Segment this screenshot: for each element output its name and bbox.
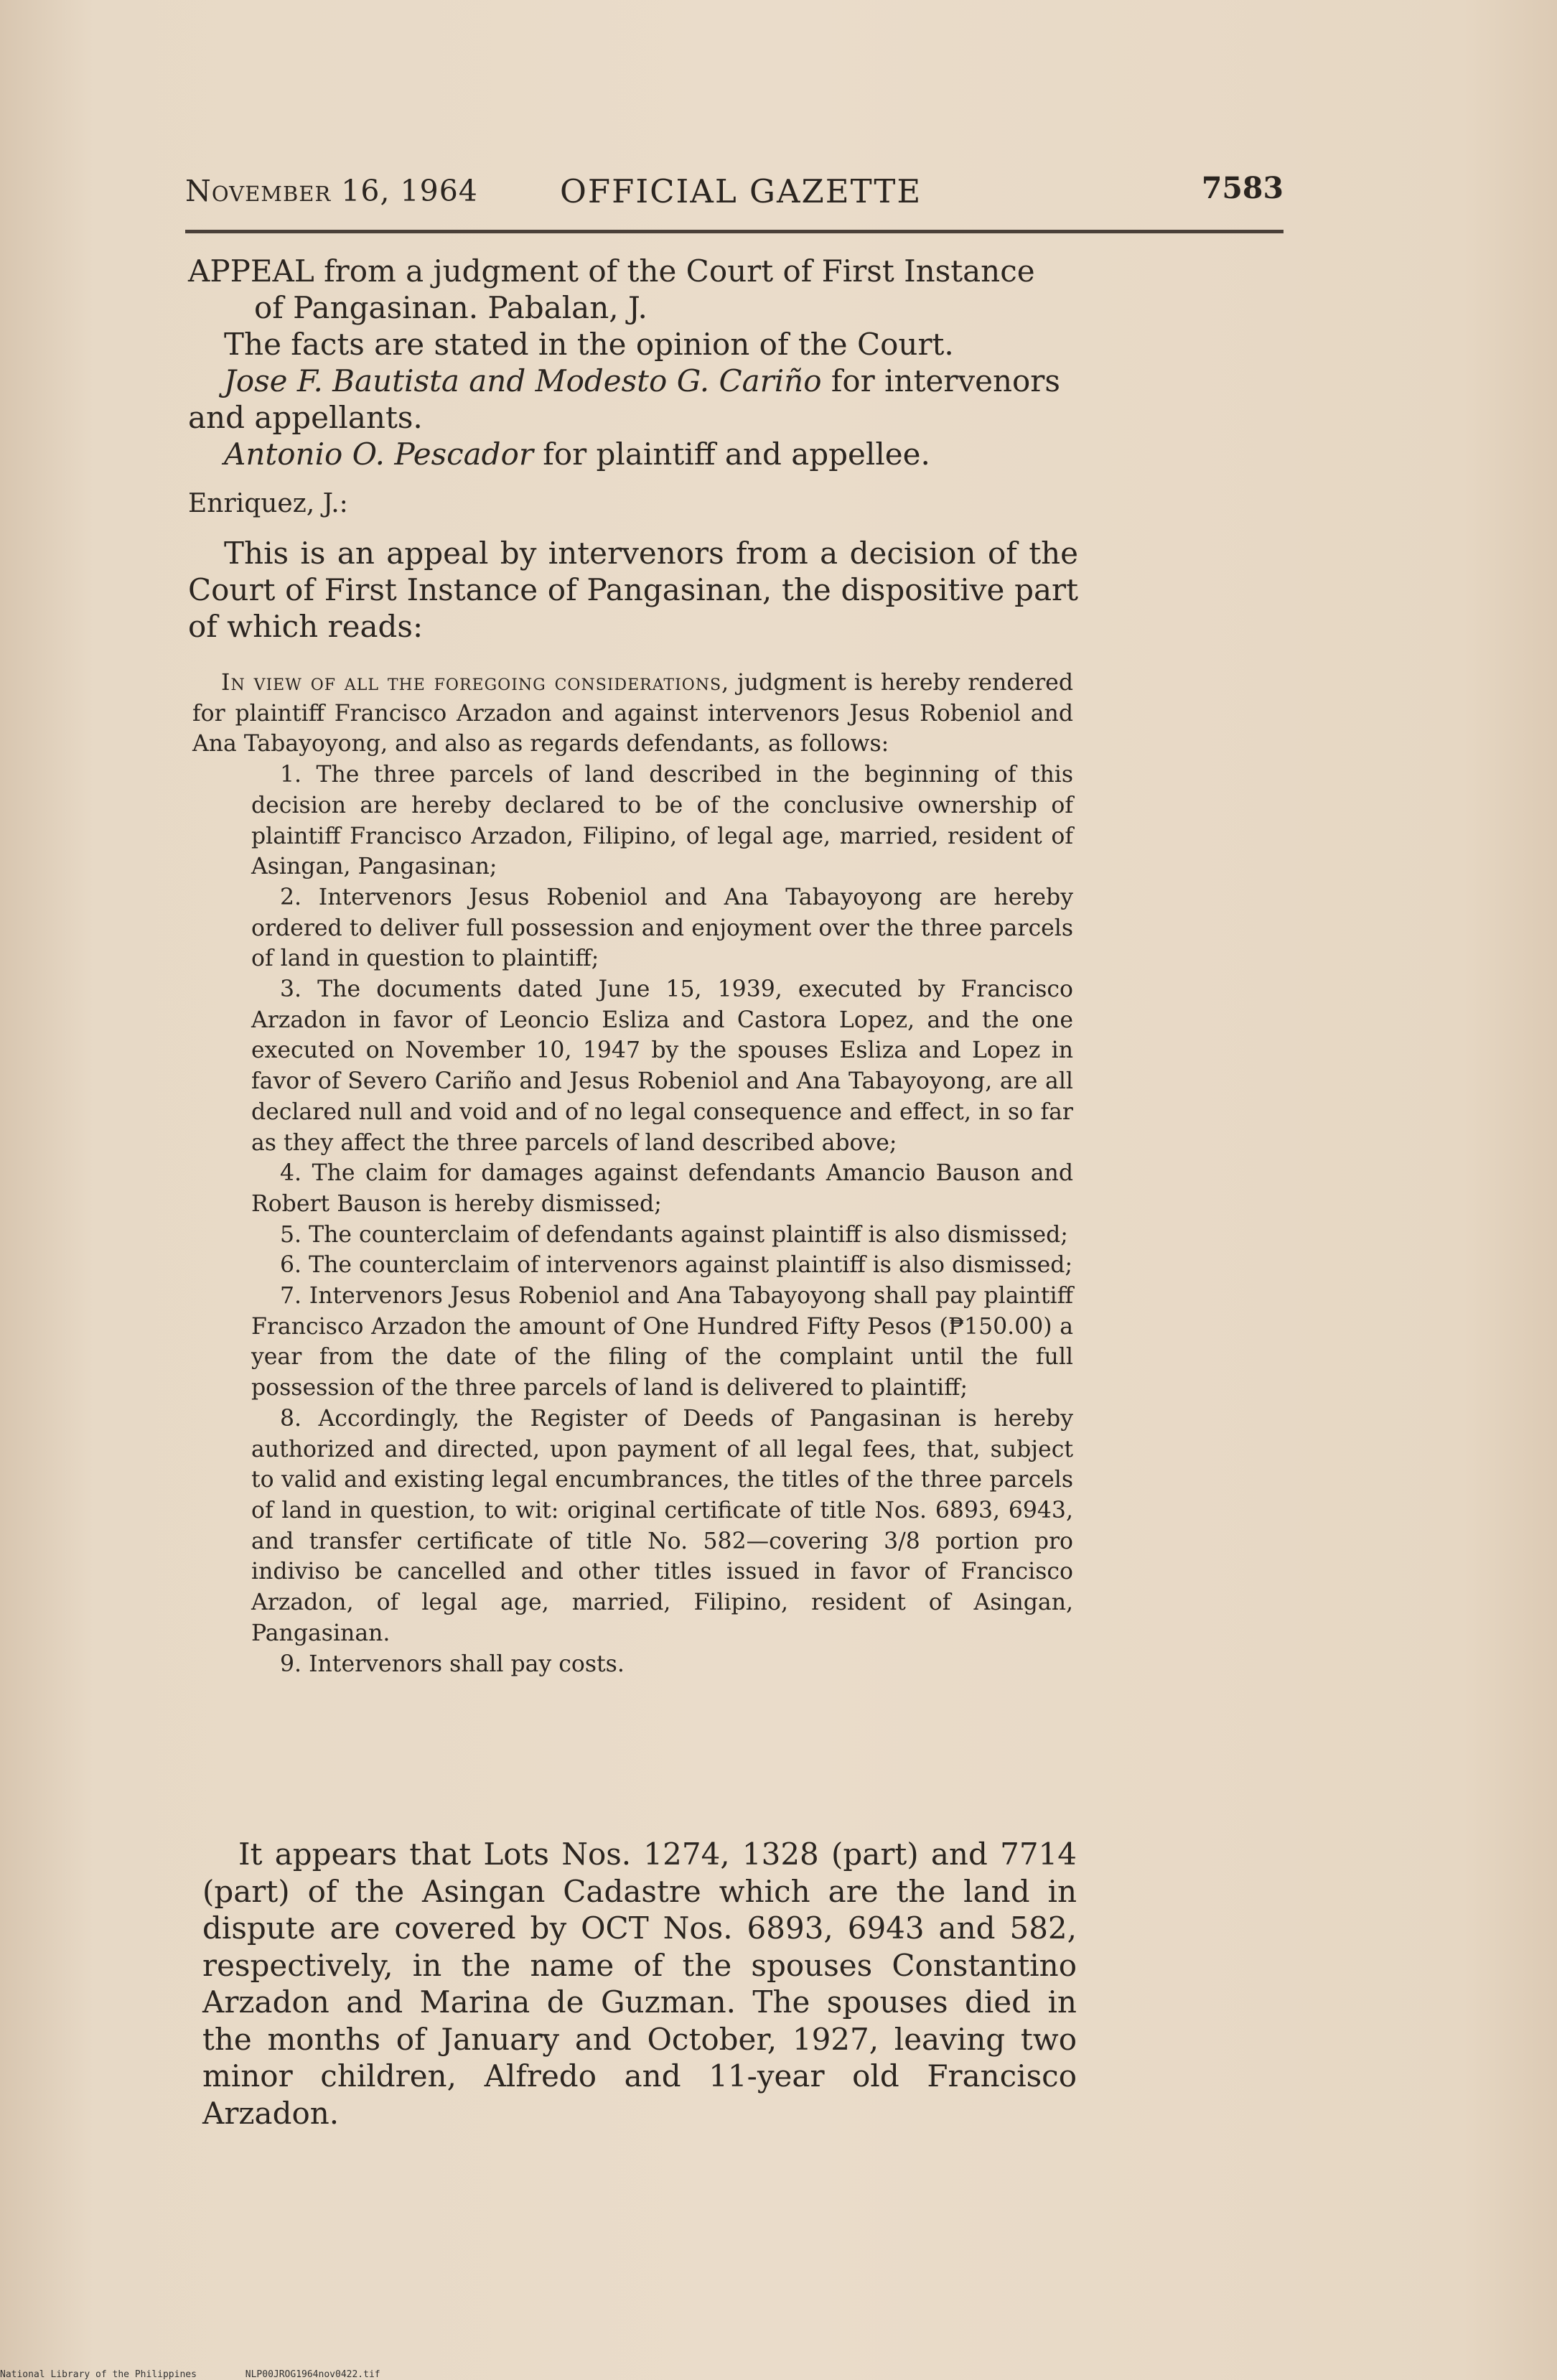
header-rule xyxy=(185,230,1284,233)
page-number: 7583 xyxy=(1201,171,1284,205)
quote-lead-rest: judgment is hereby rendered for plaintiff Francisco Arzadon and against intervenors Jesus Robeniol and Ana Tabayoyong, and also as regards defendants, as follows: xyxy=(192,670,1073,757)
quote-item-9: 9. Intervenors shall pay costs. xyxy=(280,1651,625,1677)
quote-item-6: 6. The counterclaim of intervenors against plaintiff is also dismissed; xyxy=(280,1252,1073,1279)
quote-item-8: 8. Accordingly, the Register of Deeds of Pangasinan is hereby authorized and directed, upon payment of all legal fees, that, subject to valid and existing legal encumbrances, the titles of the three parcels of land in question, to wit: original certificate of title Nos. 6893, 6943, and transfer certificate of title No. 582—covering 3/8 portion pro indiviso be cancelled and other titles issued in favor of Francisco Arzadon, of legal age, married, Filipino, resident of Asingan, Pangasinan. xyxy=(251,1405,1073,1646)
closing-paragraph: It appears that Lots Nos. 1274, 1328 (part) and 7714 (part) of the Asingan Cadastre which are the land in dispute are covered by OCT Nos. 6893, 6943 and 582, respectively, in the name of the spouses Constantino Arzadon and Marina de Guzman. The spouses died in the months of January and October, 1927, leaving two minor children, Alfredo and 11-year old Francisco Arzadon. xyxy=(202,1837,1077,2131)
appeal-line-2: of Pangasinan. Pabalan, J. xyxy=(254,290,647,325)
quote-item-5: 5. The counterclaim of defendants against plaintiff is also dismissed; xyxy=(280,1221,1068,1248)
dispositive-quote xyxy=(192,668,1073,1679)
counsel-appellants-role: for intervenors and appellants. xyxy=(188,363,1060,435)
counsel-appellee-role: for plaintiff and appellee. xyxy=(533,437,930,472)
counsel-appellants xyxy=(188,363,1078,436)
quote-item-4: 4. The claim for damages against defendants Amancio Bauson and Robert Bauson is hereby dismissed; xyxy=(251,1160,1073,1217)
scan-footer xyxy=(0,2369,424,2380)
footer-file: NLP00JROG1964nov0422.tif xyxy=(245,2369,380,2380)
page-header xyxy=(185,171,1284,214)
quote-lead-smallcaps: In view of all the foregoing considerations, xyxy=(221,670,730,696)
case-intro xyxy=(188,253,1078,645)
justice-name: Enriquez, J.: xyxy=(188,489,348,518)
header-title: OFFICIAL GAZETTE xyxy=(560,172,922,210)
opening-paragraph: This is an appeal by intervenors from a decision of the Court of First Instance of Pangasinan, the dispositive part of which reads: xyxy=(188,536,1078,644)
counsel-appellee-name: Antonio O. Pescador xyxy=(224,437,533,472)
quote-lead xyxy=(192,668,1073,760)
facts-line: The facts are stated in the opinion of the Court. xyxy=(224,327,954,362)
footer-library: National Library of the Philippines xyxy=(0,2369,197,2380)
quote-item-3: 3. The documents dated June 15, 1939, executed by Francisco Arzadon in favor of Leoncio Esliza and Castora Lopez, and the one executed on November 10, 1947 by the spouses Esliza and Lopez in favor of Severo Cariño and Jesus Robeniol and Ana Tabayoyong, are all declared null and void and of no legal consequence and effect, in so far as they affect the three parcels of land described above; xyxy=(251,976,1073,1156)
header-date: November 16, 1964 xyxy=(185,174,478,208)
quote-item-1: 1. The three parcels of land described in the beginning of this decision are hereby declared to be of the conclusive ownership of plaintiff Francisco Arzadon, Filipino, of legal age, married, resident of Asingan, Pangasinan; xyxy=(251,762,1073,880)
quote-item-7: 7. Intervenors Jesus Robeniol and Ana Tabayoyong shall pay plaintiff Francisco Arzadon the amount of One Hundred Fifty Pesos (₱150.00) a year from the date of the filing of the complaint until the full possession of the three parcels of land is delivered to plaintiff; xyxy=(251,1283,1073,1401)
quote-item-2: 2. Intervenors Jesus Robeniol and Ana Tabayoyong are hereby ordered to deliver full possession and enjoyment over the three parcels of land in question to plaintiff; xyxy=(251,884,1073,972)
appeal-line-1: APPEAL from a judgment of the Court of First Instance xyxy=(188,253,1035,289)
counsel-appellee xyxy=(188,436,1078,472)
counsel-appellants-names: Jose F. Bautista and Modesto G. Cariño xyxy=(224,363,822,398)
